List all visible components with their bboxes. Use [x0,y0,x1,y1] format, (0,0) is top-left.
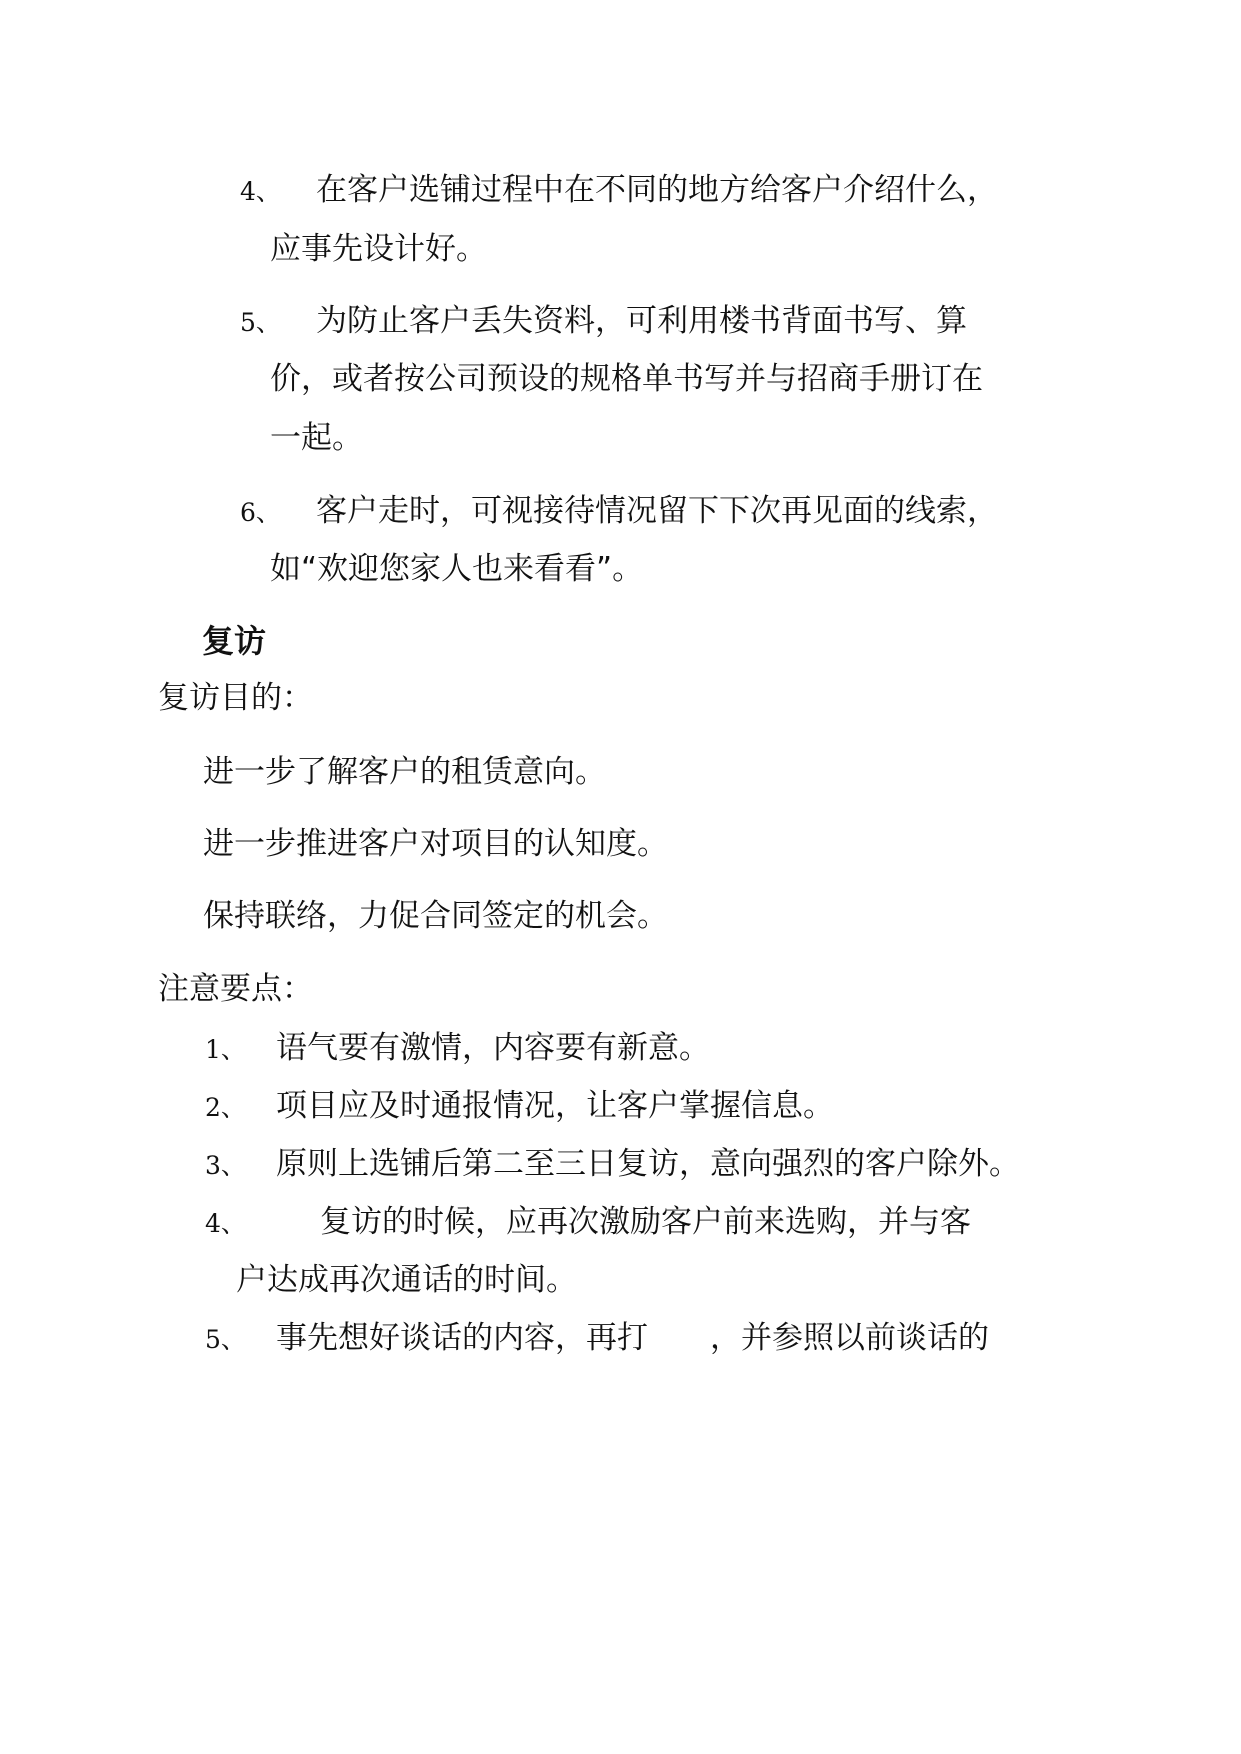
list-item-text: 语气要有激情，内容要有新意。 [276,1030,710,1066]
list-item-number: 2、 [205,1093,246,1122]
list-item-text: 一起。 [270,420,363,456]
list-item-number: 5、 [205,1325,246,1354]
purpose-label: 复访目的： [158,680,313,716]
list-item-text: 为防止客户丢失资料，可利用楼书背面书写、算 [316,303,967,339]
purpose-item: 保持联络，力促合同签定的机会。 [203,898,668,934]
list-item-text: 应事先设计好。 [270,231,487,267]
section-heading: 复访 [202,622,267,660]
purpose-item: 进一步推进客户对项目的认知度。 [203,826,668,862]
list-item-number: 5、 [240,308,281,337]
notes-label: 注意要点： [158,971,313,1007]
list-item-number: 1、 [205,1035,246,1064]
list-item-text: 项目应及时通报情况，让客户掌握信息。 [276,1088,834,1124]
list-item-text: 事先想好谈话的内容，再打 ，并参照以前谈话的 [276,1320,989,1356]
list-item-text: 原则上选铺后第二至三日复访，意向强烈的客户除外。 [276,1146,1020,1182]
list-item-text: 户达成再次通话的时间。 [236,1262,577,1298]
list-item-text: 复访的时候，应再次激励客户前来选购，并与客 [320,1204,971,1240]
list-item-text: 价，或者按公司预设的规格单书写并与招商手册订在 [270,361,983,397]
list-item-text: 客户走时，可视接待情况留下下次再见面的线索， [316,493,998,529]
list-item-number: 4、 [205,1209,246,1238]
list-item-text: 在客户选铺过程中在不同的地方给客户介绍什么， [316,172,998,208]
list-item-text: 如“欢迎您家人也来看看”。 [270,551,644,587]
list-item-number: 4、 [240,177,281,206]
list-item-number: 6、 [240,498,281,527]
list-item-number: 3、 [205,1151,246,1180]
purpose-item: 进一步了解客户的租赁意向。 [203,754,606,790]
